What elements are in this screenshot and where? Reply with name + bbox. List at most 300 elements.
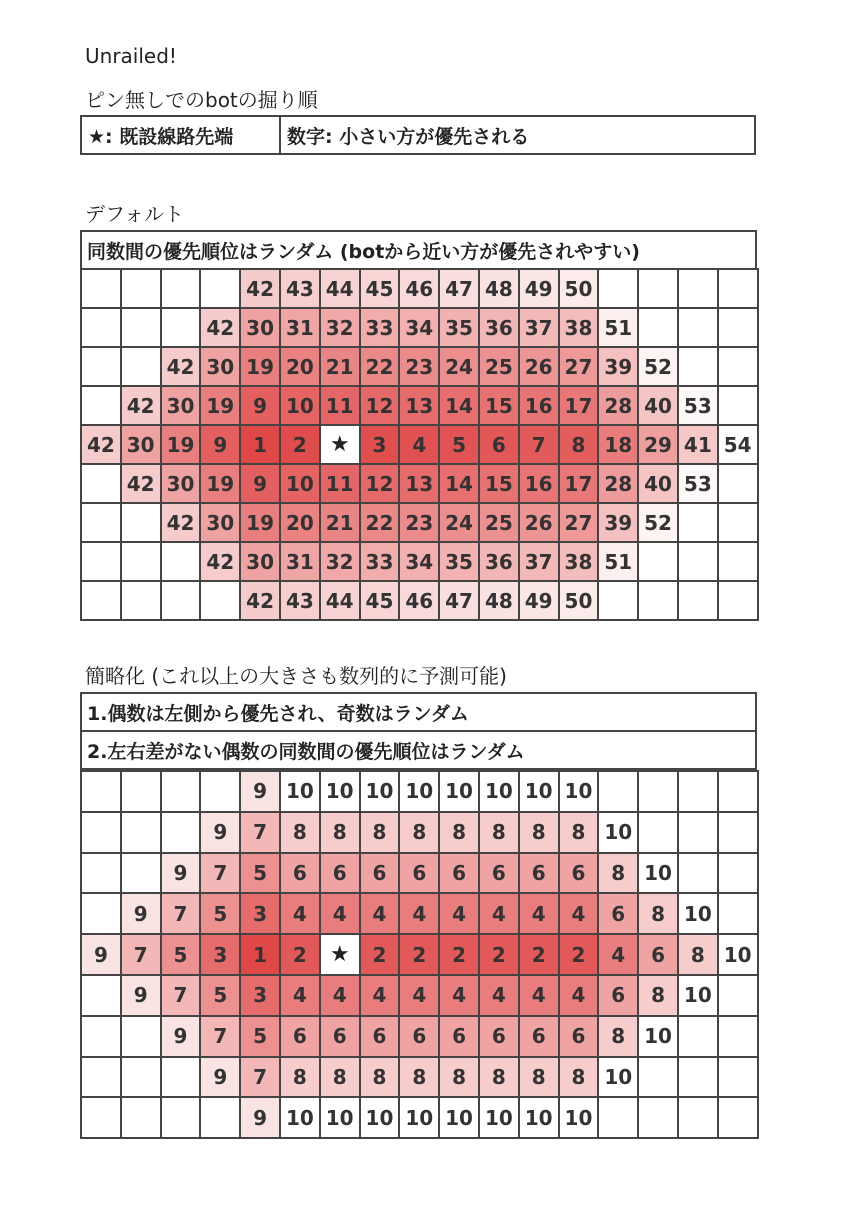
priority-cell: 7 (241, 1058, 281, 1099)
empty-cell (82, 348, 122, 387)
empty-cell (122, 270, 162, 309)
default-priority-grid (80, 268, 759, 621)
empty-cell (82, 1017, 122, 1058)
priority-cell: 6 (361, 1017, 401, 1058)
default-section-title: デフォルト (85, 202, 184, 226)
priority-cell: 5 (201, 894, 241, 935)
priority-cell: 8 (560, 1058, 600, 1099)
priority-cell: 4 (480, 894, 520, 935)
track-end-star: ★ (321, 935, 361, 976)
empty-cell (639, 309, 679, 348)
page-title: Unrailed! (85, 44, 177, 68)
empty-cell (122, 1017, 162, 1058)
priority-cell: 30 (201, 348, 241, 387)
empty-cell (82, 813, 122, 854)
priority-cell: 6 (480, 1017, 520, 1058)
priority-cell: 42 (241, 582, 281, 621)
priority-cell: 10 (321, 772, 361, 813)
priority-cell: 23 (400, 504, 440, 543)
priority-cell: 23 (400, 348, 440, 387)
priority-cell: 10 (281, 465, 321, 504)
priority-cell: 28 (599, 465, 639, 504)
priority-cell: 9 (241, 1098, 281, 1139)
priority-cell: 45 (361, 270, 401, 309)
empty-cell (719, 348, 759, 387)
priority-cell: 19 (241, 504, 281, 543)
empty-cell (679, 582, 719, 621)
empty-cell (679, 813, 719, 854)
priority-cell: 4 (560, 894, 600, 935)
priority-cell: 4 (361, 976, 401, 1017)
priority-cell: 4 (281, 894, 321, 935)
priority-cell: 13 (400, 387, 440, 426)
priority-cell: 43 (281, 270, 321, 309)
priority-cell: 48 (480, 270, 520, 309)
priority-cell: 9 (162, 854, 202, 895)
priority-cell: 53 (679, 465, 719, 504)
priority-cell: 10 (321, 1098, 361, 1139)
priority-cell: 27 (560, 348, 600, 387)
empty-cell (679, 1098, 719, 1139)
priority-cell: 19 (162, 426, 202, 465)
priority-cell: 9 (201, 1058, 241, 1099)
priority-cell: 6 (480, 854, 520, 895)
priority-cell: 2 (440, 935, 480, 976)
empty-cell (719, 854, 759, 895)
priority-cell: 42 (122, 465, 162, 504)
priority-cell: 6 (321, 854, 361, 895)
priority-cell: 39 (599, 504, 639, 543)
priority-cell: 22 (361, 504, 401, 543)
priority-cell: 40 (639, 465, 679, 504)
priority-cell: 38 (560, 309, 600, 348)
priority-cell: 4 (400, 426, 440, 465)
priority-cell: 51 (599, 309, 639, 348)
priority-cell: 3 (241, 976, 281, 1017)
priority-cell: 6 (440, 1017, 480, 1058)
priority-cell: 10 (679, 976, 719, 1017)
priority-cell: 8 (400, 813, 440, 854)
priority-cell: 7 (201, 854, 241, 895)
priority-cell: 4 (560, 976, 600, 1017)
priority-cell: 10 (281, 772, 321, 813)
priority-cell: 46 (400, 582, 440, 621)
legend-box (80, 115, 756, 155)
empty-cell (679, 309, 719, 348)
priority-cell: 53 (679, 387, 719, 426)
priority-cell: 9 (122, 894, 162, 935)
empty-cell (82, 543, 122, 582)
priority-cell: 8 (520, 813, 560, 854)
priority-cell: 31 (281, 309, 321, 348)
empty-cell (82, 387, 122, 426)
empty-cell (719, 772, 759, 813)
priority-cell: 15 (480, 465, 520, 504)
empty-cell (719, 1058, 759, 1099)
priority-cell: 1 (241, 426, 281, 465)
priority-cell: 14 (440, 387, 480, 426)
priority-cell: 19 (201, 387, 241, 426)
priority-cell: 37 (520, 309, 560, 348)
priority-cell: 8 (560, 426, 600, 465)
empty-cell (82, 1098, 122, 1139)
priority-cell: 32 (321, 543, 361, 582)
priority-cell: 15 (480, 387, 520, 426)
priority-cell: 24 (440, 504, 480, 543)
priority-cell: 12 (361, 387, 401, 426)
legend-numbers: 数字: 小さい方が優先される (287, 125, 530, 148)
priority-cell: 10 (520, 1098, 560, 1139)
simplified-note-1: 1.偶数は左側から優先され、奇数はランダム (80, 692, 757, 732)
empty-cell (122, 813, 162, 854)
empty-cell (599, 772, 639, 813)
priority-cell: 3 (201, 935, 241, 976)
empty-cell (679, 772, 719, 813)
priority-cell: 32 (321, 309, 361, 348)
empty-cell (82, 465, 122, 504)
priority-cell: 10 (400, 1098, 440, 1139)
priority-cell: 8 (560, 813, 600, 854)
priority-cell: 43 (281, 582, 321, 621)
priority-cell: 33 (361, 543, 401, 582)
empty-cell (639, 543, 679, 582)
priority-cell: 4 (321, 976, 361, 1017)
priority-cell: 4 (400, 894, 440, 935)
priority-cell: 2 (281, 426, 321, 465)
priority-cell: 46 (400, 270, 440, 309)
priority-cell: 25 (480, 504, 520, 543)
empty-cell (162, 813, 202, 854)
priority-cell: 34 (400, 543, 440, 582)
empty-cell (82, 1058, 122, 1099)
empty-cell (82, 976, 122, 1017)
priority-cell: 2 (361, 935, 401, 976)
priority-cell: 10 (281, 1098, 321, 1139)
priority-cell: 4 (599, 935, 639, 976)
priority-cell: 7 (520, 426, 560, 465)
priority-cell: 5 (201, 976, 241, 1017)
priority-cell: 10 (400, 772, 440, 813)
priority-cell: 6 (321, 1017, 361, 1058)
priority-cell: 2 (560, 935, 600, 976)
priority-cell: 6 (520, 1017, 560, 1058)
priority-cell: 8 (599, 1017, 639, 1058)
priority-cell: 33 (361, 309, 401, 348)
priority-cell: 30 (241, 543, 281, 582)
priority-cell: 6 (281, 1017, 321, 1058)
priority-cell: 6 (440, 854, 480, 895)
empty-cell (679, 1017, 719, 1058)
priority-cell: 6 (281, 854, 321, 895)
empty-cell (719, 894, 759, 935)
empty-cell (122, 348, 162, 387)
empty-cell (82, 582, 122, 621)
priority-cell: 35 (440, 543, 480, 582)
priority-cell: 10 (560, 1098, 600, 1139)
priority-cell: 9 (82, 935, 122, 976)
empty-cell (639, 1058, 679, 1099)
priority-cell: 44 (321, 270, 361, 309)
empty-cell (719, 309, 759, 348)
priority-cell: 10 (639, 1017, 679, 1058)
priority-cell: 9 (241, 772, 281, 813)
empty-cell (82, 504, 122, 543)
priority-cell: 10 (440, 1098, 480, 1139)
priority-cell: 10 (520, 772, 560, 813)
priority-cell: 8 (361, 1058, 401, 1099)
empty-cell (639, 1098, 679, 1139)
empty-cell (719, 387, 759, 426)
simplified-section-title: 簡略化 (これ以上の大きさも数列的に予測可能) (85, 664, 507, 688)
empty-cell (122, 1098, 162, 1139)
default-note: 同数間の優先順位はランダム (botから近い方が優先されやすい) (80, 230, 757, 270)
priority-cell: 2 (480, 935, 520, 976)
empty-cell (162, 1098, 202, 1139)
empty-cell (201, 772, 241, 813)
priority-cell: 50 (560, 270, 600, 309)
priority-cell: 4 (480, 976, 520, 1017)
priority-cell: 8 (520, 1058, 560, 1099)
priority-cell: 8 (281, 1058, 321, 1099)
priority-cell: 2 (400, 935, 440, 976)
priority-cell: 10 (361, 1098, 401, 1139)
priority-cell: 6 (400, 1017, 440, 1058)
priority-cell: 42 (122, 387, 162, 426)
priority-cell: 44 (321, 582, 361, 621)
priority-cell: 42 (241, 270, 281, 309)
priority-cell: 28 (599, 387, 639, 426)
priority-cell: 40 (639, 387, 679, 426)
priority-cell: 10 (480, 1098, 520, 1139)
priority-cell: 11 (321, 387, 361, 426)
priority-cell: 2 (281, 935, 321, 976)
empty-cell (82, 772, 122, 813)
empty-cell (201, 1098, 241, 1139)
priority-cell: 6 (599, 976, 639, 1017)
priority-cell: 21 (321, 348, 361, 387)
priority-cell: 7 (241, 813, 281, 854)
priority-cell: 48 (480, 582, 520, 621)
priority-cell: 18 (599, 426, 639, 465)
priority-cell: 9 (241, 465, 281, 504)
priority-cell: 9 (122, 976, 162, 1017)
empty-cell (639, 813, 679, 854)
priority-cell: 8 (440, 1058, 480, 1099)
priority-cell: 49 (520, 270, 560, 309)
priority-cell: 11 (321, 465, 361, 504)
priority-cell: 4 (520, 976, 560, 1017)
priority-cell: 10 (560, 772, 600, 813)
priority-cell: 26 (520, 504, 560, 543)
priority-cell: 9 (201, 426, 241, 465)
empty-cell (639, 772, 679, 813)
empty-cell (679, 854, 719, 895)
empty-cell (679, 348, 719, 387)
priority-cell: 21 (321, 504, 361, 543)
priority-cell: 16 (520, 387, 560, 426)
simplified-note-2: 2.左右差がない偶数の同数間の優先順位はランダム (80, 730, 757, 770)
priority-cell: 42 (162, 504, 202, 543)
empty-cell (599, 270, 639, 309)
priority-cell: 8 (400, 1058, 440, 1099)
priority-cell: 36 (480, 309, 520, 348)
priority-cell: 5 (440, 426, 480, 465)
priority-cell: 5 (162, 935, 202, 976)
priority-cell: 6 (560, 1017, 600, 1058)
empty-cell (82, 270, 122, 309)
priority-cell: 34 (400, 309, 440, 348)
empty-cell (162, 309, 202, 348)
priority-cell: 17 (560, 387, 600, 426)
priority-cell: 6 (599, 894, 639, 935)
priority-cell: 8 (599, 854, 639, 895)
empty-cell (122, 309, 162, 348)
empty-cell (639, 270, 679, 309)
empty-cell (82, 854, 122, 895)
priority-cell: 24 (440, 348, 480, 387)
empty-cell (679, 270, 719, 309)
priority-cell: 19 (201, 465, 241, 504)
priority-cell: 6 (480, 426, 520, 465)
empty-cell (201, 582, 241, 621)
priority-cell: 13 (400, 465, 440, 504)
priority-cell: 17 (560, 465, 600, 504)
priority-cell: 10 (440, 772, 480, 813)
priority-cell: 30 (201, 504, 241, 543)
empty-cell (162, 270, 202, 309)
priority-cell: 6 (520, 854, 560, 895)
empty-cell (201, 270, 241, 309)
priority-cell: 22 (361, 348, 401, 387)
priority-cell: 14 (440, 465, 480, 504)
priority-cell: 42 (162, 348, 202, 387)
priority-cell: 2 (520, 935, 560, 976)
empty-cell (122, 772, 162, 813)
empty-cell (639, 582, 679, 621)
empty-cell (719, 813, 759, 854)
empty-cell (162, 772, 202, 813)
priority-cell: 54 (719, 426, 759, 465)
priority-cell: 10 (480, 772, 520, 813)
priority-cell: 8 (480, 1058, 520, 1099)
priority-cell: 10 (719, 935, 759, 976)
priority-cell: 4 (440, 976, 480, 1017)
priority-cell: 3 (361, 426, 401, 465)
priority-cell: 51 (599, 543, 639, 582)
priority-cell: 30 (122, 426, 162, 465)
priority-cell: 8 (321, 813, 361, 854)
priority-cell: 4 (400, 976, 440, 1017)
empty-cell (599, 582, 639, 621)
empty-cell (162, 582, 202, 621)
priority-cell: 38 (560, 543, 600, 582)
priority-cell: 6 (400, 854, 440, 895)
priority-cell: 42 (82, 426, 122, 465)
priority-cell: 10 (639, 854, 679, 895)
page-subtitle: ピン無しでのbotの掘り順 (85, 88, 318, 112)
priority-cell: 52 (639, 504, 679, 543)
empty-cell (719, 504, 759, 543)
empty-cell (719, 1017, 759, 1058)
priority-cell: 49 (520, 582, 560, 621)
priority-cell: 20 (281, 504, 321, 543)
priority-cell: 35 (440, 309, 480, 348)
simplified-priority-grid (80, 770, 759, 1139)
priority-cell: 4 (281, 976, 321, 1017)
priority-cell: 30 (162, 465, 202, 504)
empty-cell (122, 1058, 162, 1099)
priority-cell: 1 (241, 935, 281, 976)
priority-cell: 3 (241, 894, 281, 935)
priority-cell: 10 (599, 1058, 639, 1099)
priority-cell: 9 (162, 1017, 202, 1058)
priority-cell: 52 (639, 348, 679, 387)
empty-cell (719, 270, 759, 309)
empty-cell (719, 1098, 759, 1139)
priority-cell: 39 (599, 348, 639, 387)
empty-cell (599, 1098, 639, 1139)
empty-cell (82, 309, 122, 348)
priority-cell: 8 (639, 894, 679, 935)
empty-cell (122, 854, 162, 895)
priority-cell: 7 (162, 976, 202, 1017)
priority-cell: 9 (201, 813, 241, 854)
priority-cell: 20 (281, 348, 321, 387)
empty-cell (82, 894, 122, 935)
priority-cell: 5 (241, 1017, 281, 1058)
priority-cell: 41 (679, 426, 719, 465)
empty-cell (719, 543, 759, 582)
priority-cell: 6 (639, 935, 679, 976)
priority-cell: 29 (639, 426, 679, 465)
priority-cell: 7 (162, 894, 202, 935)
priority-cell: 4 (321, 894, 361, 935)
legend-star: ★: 既設線路先端 (82, 117, 281, 153)
priority-cell: 45 (361, 582, 401, 621)
priority-cell: 9 (241, 387, 281, 426)
priority-cell: 4 (440, 894, 480, 935)
empty-cell (719, 976, 759, 1017)
empty-cell (679, 504, 719, 543)
priority-cell: 16 (520, 465, 560, 504)
empty-cell (719, 582, 759, 621)
priority-cell: 30 (241, 309, 281, 348)
priority-cell: 30 (162, 387, 202, 426)
priority-cell: 10 (361, 772, 401, 813)
priority-cell: 27 (560, 504, 600, 543)
priority-cell: 8 (281, 813, 321, 854)
priority-cell: 6 (361, 854, 401, 895)
track-end-star: ★ (321, 426, 361, 465)
empty-cell (719, 465, 759, 504)
priority-cell: 47 (440, 582, 480, 621)
priority-cell: 8 (480, 813, 520, 854)
priority-cell: 42 (201, 309, 241, 348)
empty-cell (162, 543, 202, 582)
priority-cell: 26 (520, 348, 560, 387)
priority-cell: 6 (560, 854, 600, 895)
priority-cell: 10 (599, 813, 639, 854)
priority-cell: 8 (361, 813, 401, 854)
priority-cell: 8 (639, 976, 679, 1017)
priority-cell: 25 (480, 348, 520, 387)
priority-cell: 10 (281, 387, 321, 426)
priority-cell: 4 (361, 894, 401, 935)
empty-cell (122, 582, 162, 621)
empty-cell (122, 504, 162, 543)
priority-cell: 12 (361, 465, 401, 504)
priority-cell: 31 (281, 543, 321, 582)
